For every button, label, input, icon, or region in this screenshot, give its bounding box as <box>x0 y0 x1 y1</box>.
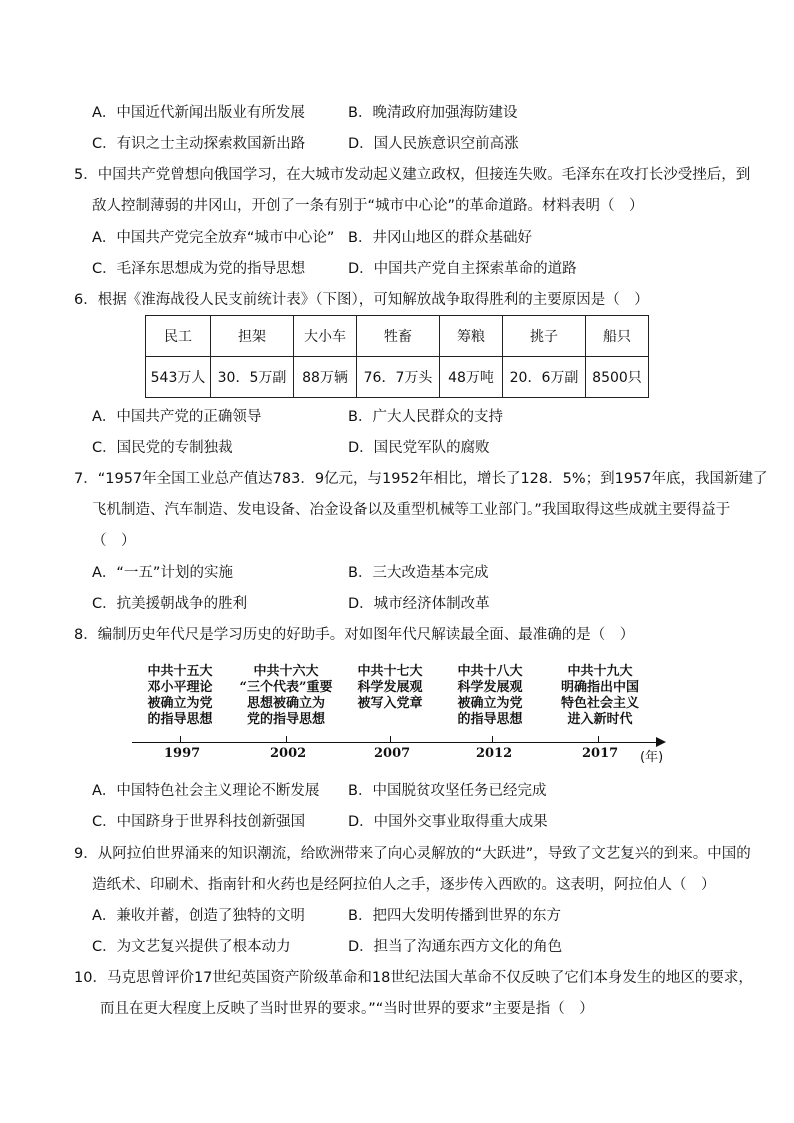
timeline-event-line: 被确立为党 <box>457 696 523 711</box>
q4-option-c: C．有识之士主动探索救国新出路 <box>92 136 306 152</box>
q9-stem-line2: 造纸术、印刷术、指南针和火药也是经阿拉伯人之手，逐步传入西欧的。这表明，阿拉伯人（ ） <box>92 877 716 893</box>
q5-option-c: C．毛泽东思想成为党的指导思想 <box>92 261 306 277</box>
q6-stem: 6．根据《淮海战役人民支前统计表》（下图），可知解放战争取得胜利的主要原因是（ ） <box>74 292 649 308</box>
q5-stem-line2: 敌人控制薄弱的井冈山，开创了一条有别于“城市中心论”的革命道路。材料表明（ ） <box>92 198 644 214</box>
q7-option-a: A．“一五”计划的实施 <box>92 565 233 581</box>
table-cell: 543万人 <box>146 357 211 398</box>
q10-stem-line1: 10．马克思曾评价17世纪英国资产阶级革命和18世纪法国大革命不仅反映了它们本身发生的地区的要求， <box>74 970 753 986</box>
history-timeline <box>130 658 670 768</box>
timeline-event-line: 思想被确立为 <box>246 696 325 711</box>
q5-stem-line1: 5．中国共产党曾想向俄国学习，在大城市发动起义建立政权，但接连失败。毛泽东在攻打长沙受挫后，到 <box>74 167 751 183</box>
timeline-year: 2007 <box>374 746 411 761</box>
table-header-row <box>146 316 649 357</box>
q7-option-c: C．抗美援朝战争的胜利 <box>92 596 248 612</box>
q7-stem-line3: （ ） <box>92 533 136 549</box>
timeline-tick <box>492 736 493 742</box>
timeline-event-2007 <box>348 664 432 712</box>
timeline-event-line: 被写入党章 <box>357 696 423 711</box>
table-header-cell: 民工 <box>146 316 211 357</box>
q7-stem-line1: 7．“1957年全国工业总产值达783．9亿元，与1952年相比，增长了128．5%；到1957年底，我国新建了 <box>74 471 768 487</box>
timeline-event-line: 科学发展观 <box>457 680 523 695</box>
q9-option-a: A．兼收并蓄，创造了独特的文明 <box>92 908 305 924</box>
q4-option-a: A．中国近代新闻出版业有所发展 <box>92 105 305 121</box>
timeline-event-line: 的指导思想 <box>457 712 523 727</box>
table-header-cell: 担架 <box>211 316 294 357</box>
q8-option-a: A．中国特色社会主义理论不断发展 <box>92 783 320 799</box>
timeline-event-line: 特色社会主义 <box>560 696 639 711</box>
timeline-tick <box>598 736 599 742</box>
timeline-event-line: 中共十九大 <box>567 664 633 679</box>
q7-option-d: D．城市经济体制改革 <box>348 596 490 612</box>
q7-stem-line2: 飞机制造、汽车制造、发电设备、冶金设备以及重型机械等工业部门。”我国取得这些成就主要得益于 <box>92 502 731 518</box>
q9-stem-line1: 9．从阿拉伯世界涌来的知识潮流，给欧洲带来了向心灵解放的“大跃进”，导致了文艺复兴的到来。中国的 <box>74 846 751 862</box>
timeline-unit: (年) <box>640 750 664 765</box>
timeline-tick <box>286 736 287 742</box>
timeline-event-line: 明确指出中国 <box>560 680 639 695</box>
table-cell: 48万吨 <box>440 357 503 398</box>
timeline-year: 2012 <box>476 746 513 761</box>
timeline-event-line: 中共十八大 <box>457 664 523 679</box>
q6-option-c: C．国民党的专制独裁 <box>92 440 233 456</box>
q7-option-b: B．三大改造基本完成 <box>348 565 489 581</box>
timeline-event-line: 中共十七大 <box>357 664 423 679</box>
q9-option-c: C．为文艺复兴提供了根本动力 <box>92 939 291 955</box>
q6-option-b: B．广大人民群众的支持 <box>348 409 503 425</box>
timeline-event-line: 的指导思想 <box>147 712 213 727</box>
timeline-event-2012 <box>448 664 532 728</box>
q6-option-a: A．中国共产党的正确领导 <box>92 409 262 425</box>
table-header-cell: 挑子 <box>503 316 586 357</box>
q10-stem-line2: 而且在更大程度上反映了当时世界的要求。”“当时世界的要求”主要是指（ ） <box>100 1001 594 1017</box>
timeline-year: 1997 <box>164 746 201 761</box>
table-header-cell: 船只 <box>586 316 649 357</box>
timeline-year: 2017 <box>582 746 619 761</box>
timeline-event-line: 党的指导思想 <box>246 712 325 727</box>
timeline-event-2002 <box>230 664 342 728</box>
timeline-event-line: “三个代表”重要 <box>239 680 333 695</box>
table-cell: 30．5万副 <box>211 357 294 398</box>
q6-option-d: D．国民党军队的腐败 <box>348 440 490 456</box>
q9-option-d: D．担当了沟通东西方文化的角色 <box>348 939 563 955</box>
timeline-event-1997 <box>138 664 222 728</box>
timeline-event-2017 <box>550 664 650 728</box>
table-header-cell: 大小车 <box>294 316 357 357</box>
table-header-cell: 牲畜 <box>357 316 440 357</box>
timeline-tick <box>390 736 391 742</box>
q9-option-b: B．把四大发明传播到世界的东方 <box>348 908 561 924</box>
table-cell: 20．6万副 <box>503 357 586 398</box>
table-cell: 76．7万头 <box>357 357 440 398</box>
timeline-event-line: 被确立为党 <box>147 696 213 711</box>
q8-option-b: B．中国脱贫攻坚任务已经完成 <box>348 783 547 799</box>
table-header-cell: 筹粮 <box>440 316 503 357</box>
q5-option-a: A．中国共产党完全放弃“城市中心论” <box>92 230 335 246</box>
q8-option-c: C．中国跻身于世界科技创新强国 <box>92 814 306 830</box>
q5-option-d: D．中国共产党自主探索革命的道路 <box>348 261 577 277</box>
q5-option-b: B．井冈山地区的群众基础好 <box>348 230 532 246</box>
q8-option-d: D．中国外交事业取得重大成果 <box>348 814 548 830</box>
timeline-event-line: 中共十六大 <box>253 664 319 679</box>
table-cell: 8500只 <box>586 357 649 398</box>
q4-option-d: D．国人民族意识空前高涨 <box>348 136 519 152</box>
table-row <box>146 357 649 398</box>
q8-stem: 8．编制历史年代尺是学习历史的好助手。对如图年代尺解读最全面、最准确的是（ ） <box>74 627 635 643</box>
timeline-event-line: 邓小平理论 <box>147 680 213 695</box>
timeline-event-line: 中共十五大 <box>147 664 213 679</box>
timeline-year: 2002 <box>270 746 307 761</box>
support-statistics-table <box>145 315 649 398</box>
q4-option-b: B．晚清政府加强海防建设 <box>348 105 518 121</box>
timeline-axis <box>132 742 660 743</box>
timeline-event-line: 进入新时代 <box>567 712 633 727</box>
timeline-tick <box>180 736 181 742</box>
timeline-event-line: 科学发展观 <box>357 680 423 695</box>
table-cell: 88万辆 <box>294 357 357 398</box>
